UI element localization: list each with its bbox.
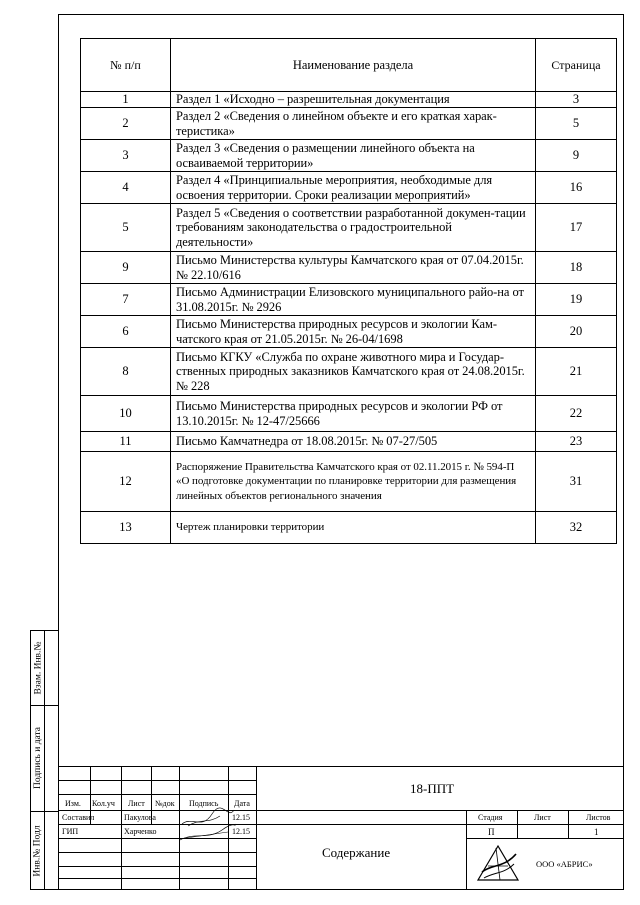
name-gip: Харченко: [124, 827, 157, 836]
row-num: 8: [81, 348, 171, 396]
row-name: Раздел 1 «Исходно – разрешительная документация: [171, 92, 536, 108]
margin-strip: [30, 630, 58, 890]
row-name: Письмо КГКУ «Служба по охране животного мира и Государ-ственных природных заказников Камчатского края от 24.08.2015г. № 228: [171, 348, 536, 396]
contents-table: [80, 38, 617, 544]
row-name: Раздел 2 «Сведения о линейном объекте и его краткая харак-теристика»: [171, 108, 536, 140]
table-row: [81, 452, 617, 512]
row-num: 5: [81, 204, 171, 252]
row-name: Письмо Министерства природных ресурсов и экологии Кам-чатского края от 21.05.2015г. № 26-04/1698: [171, 316, 536, 348]
row-page: 32: [536, 512, 617, 544]
table-row: [81, 92, 617, 108]
row-name: Письмо Администрации Елизовского муниципального райо-на от 31.08.2015г. № 2926: [171, 284, 536, 316]
row-num: 9: [81, 252, 171, 284]
stage-value: П: [488, 827, 495, 837]
company-logo-icon: [474, 842, 522, 886]
row-page: 16: [536, 172, 617, 204]
table-row: [81, 172, 617, 204]
row-page: 21: [536, 348, 617, 396]
name-compiled: Пакулова: [124, 813, 156, 822]
document-title: Содержание: [322, 845, 391, 860]
col-ndok: №док: [155, 799, 175, 808]
table-row: [81, 396, 617, 432]
row-name: Раздел 4 «Принципиальные мероприятия, необходимые для освоения территории. Сроки реализации мероприятий»: [171, 172, 536, 204]
sheets-label: Листов: [586, 813, 611, 822]
table-row: [81, 140, 617, 172]
row-page: 3: [536, 92, 617, 108]
table-row: [81, 512, 617, 544]
row-page: 31: [536, 452, 617, 512]
row-num: 12: [81, 452, 171, 512]
vzam-inv-label: Взам. Инв.№: [33, 641, 43, 695]
table-row: [81, 284, 617, 316]
table-header-row: [81, 39, 617, 92]
row-page: 19: [536, 284, 617, 316]
row-page: 18: [536, 252, 617, 284]
row-num: 10: [81, 396, 171, 432]
signature-date-label: Подпись и дата: [33, 726, 44, 790]
table-row: [81, 432, 617, 452]
signature-scribble: [178, 806, 238, 844]
row-name: Чертеж планировки территории: [171, 512, 536, 544]
row-page: 9: [536, 140, 617, 172]
stage-label: Стадия: [478, 813, 503, 822]
row-page: 22: [536, 396, 617, 432]
row-page: 20: [536, 316, 617, 348]
row-num: 1: [81, 92, 171, 108]
sheet-label: Лист: [534, 813, 551, 822]
row-num: 7: [81, 284, 171, 316]
row-num: 6: [81, 316, 171, 348]
table-row: [81, 108, 617, 140]
row-num: 3: [81, 140, 171, 172]
row-num: 13: [81, 512, 171, 544]
header-page: Страница: [536, 39, 617, 92]
row-page: 5: [536, 108, 617, 140]
document-code: 18-ППТ: [410, 781, 455, 796]
row-page: 17: [536, 204, 617, 252]
table-row: [81, 348, 617, 396]
col-list: Лист: [128, 799, 145, 808]
row-num: 2: [81, 108, 171, 140]
header-num: № п/п: [81, 39, 171, 92]
row-num: 4: [81, 172, 171, 204]
date-compiled: 12.15: [232, 813, 250, 822]
company-name: ООО «АБРИС»: [536, 859, 593, 869]
role-gip: ГИП: [62, 827, 79, 836]
col-data: Дата: [234, 799, 250, 808]
row-num: 11: [81, 432, 171, 452]
sheets-value: 1: [594, 827, 599, 837]
col-podpis: Подпись: [189, 799, 219, 808]
row-name: Раздел 5 «Сведения о соответствии разработанной докумен-тации требованиям законодательства о градостроительной деятельности»: [171, 204, 536, 252]
role-compiled: Составил: [62, 813, 95, 822]
table-row: [81, 252, 617, 284]
row-name: Письмо Министерства природных ресурсов и экологии РФ от 13.10.2015г. № 12-47/25666: [171, 396, 536, 432]
title-block: [58, 766, 624, 890]
col-izm: Изм.: [65, 799, 81, 808]
header-name: Наименование раздела: [171, 39, 536, 92]
row-name: Письмо Камчатнедра от 18.08.2015г. № 07-27/505: [171, 432, 536, 452]
inv-podl-label: Инв.№ Подл: [33, 825, 43, 877]
date-gip: 12.15: [232, 827, 250, 836]
col-koluch: Кол.уч: [92, 799, 115, 808]
row-page: 23: [536, 432, 617, 452]
row-name: Письмо Министерства культуры Камчатского края от 07.04.2015г. № 22.10/616: [171, 252, 536, 284]
table-row: [81, 316, 617, 348]
row-name: Раздел 3 «Сведения о размещении линейного объекта на осваиваемой территории»: [171, 140, 536, 172]
row-name: Распоряжение Правительства Камчатского края от 02.11.2015 г. № 594-П «О подготовке документации по планировке территории для размещения линейных объектов регионального значения: [171, 452, 536, 512]
table-row: [81, 204, 617, 252]
